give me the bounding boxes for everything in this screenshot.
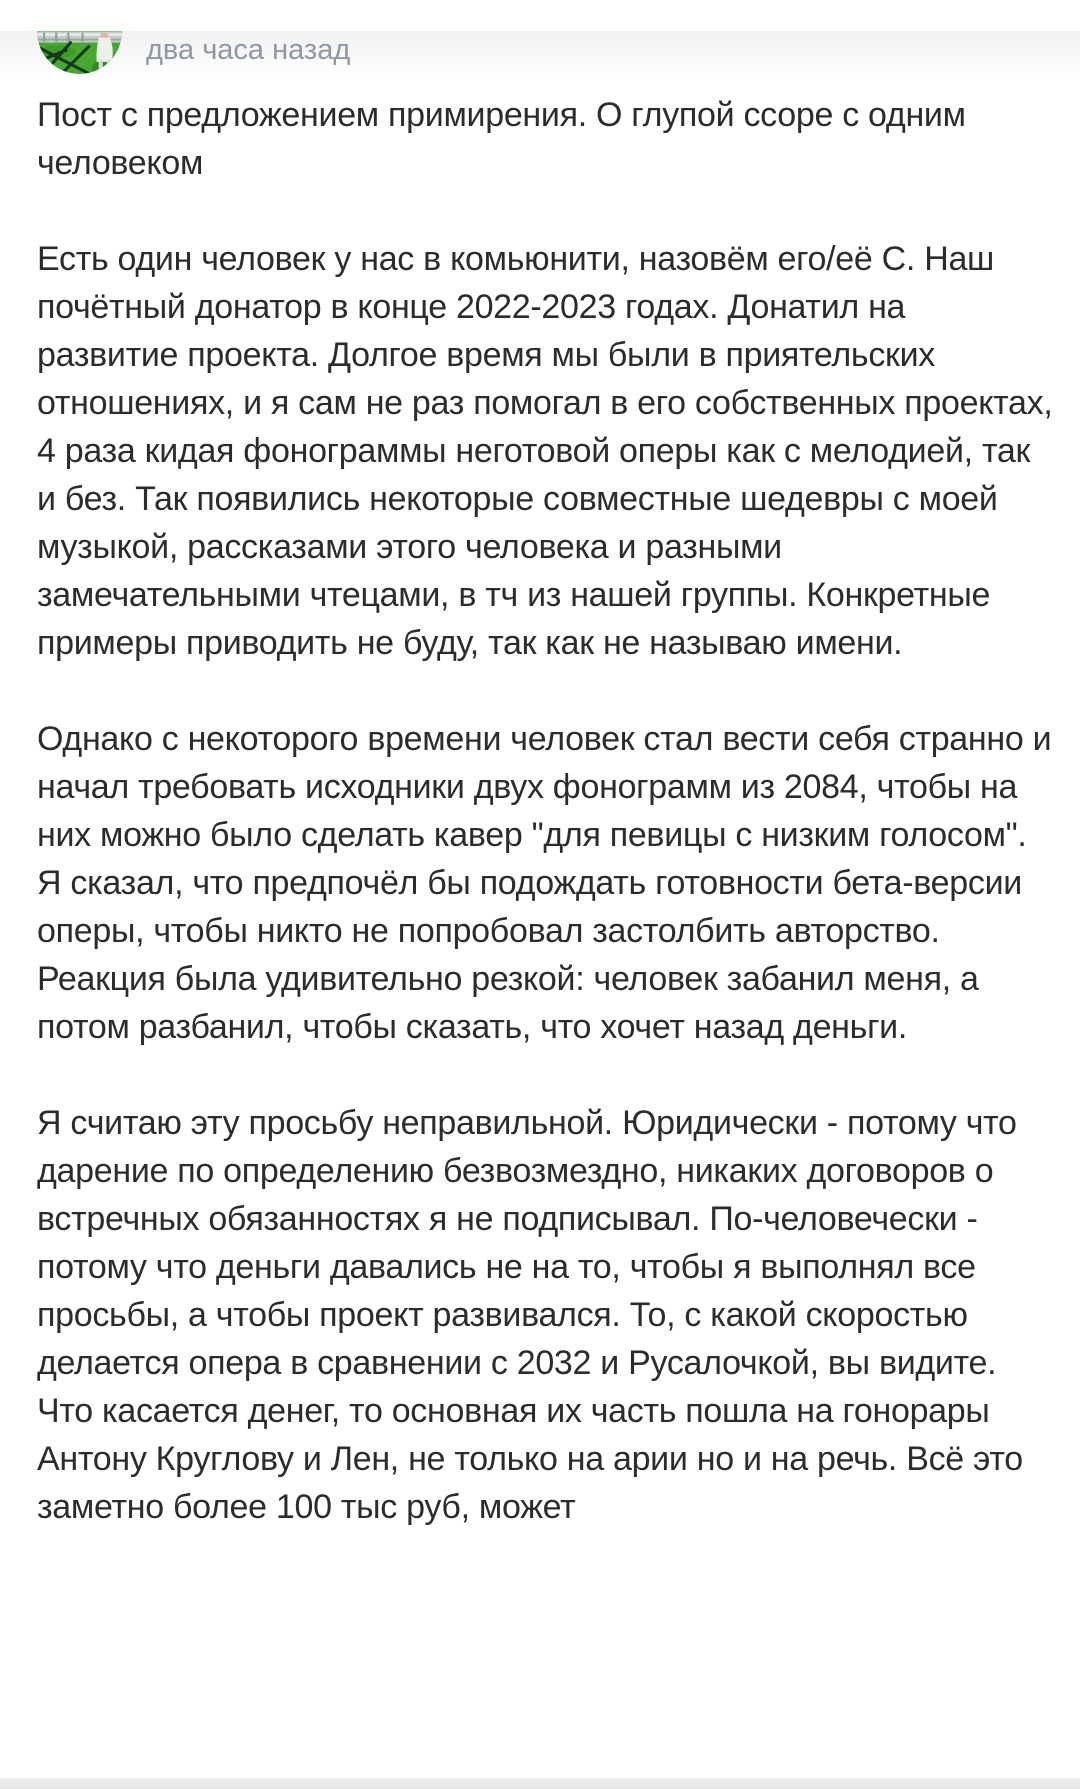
post-timestamp[interactable]: два часа назад xyxy=(146,34,351,66)
avatar-image xyxy=(37,31,122,74)
post-text xyxy=(37,91,1053,1531)
post-paragraph: Есть один человек у нас в комьюнити, назовём его/её С. Наш почётный донатор в конце 2022-2023 годах. Донатил на развитие проекта. Долгое время мы были в приятельских отношениях, и я сам не раз помогал в его собственных проектах, 4 раза кидая фонограммы неготовой оперы как с мелодией, так и без. Так появились некоторые совместные шедевры с моей музыкой, рассказами этого человека и разными замечательными чтецами, в тч из нашей группы. Конкретные примеры приводить не буду, так как не называю имени. xyxy=(37,240,1053,662)
post-paragraph: Однако с некоторого времени человек стал вести себя странно и начал требовать исходники двух фонограмм из 2084, чтобы на них можно было сделать кавер "для певицы с низким голосом". Я сказал, что предпочёл бы подождать готовности бета-версии оперы, чтобы никто не попробовал застолбить авторство. Реакция была удивительно резкой: человек забанил меня, а потом разбанил, чтобы сказать, что хочет назад деньги. xyxy=(37,720,1052,1046)
top-white-strip xyxy=(0,0,1080,31)
post-title-paragraph: Пост с предложением примирения. О глупой ссоре с одним человеком xyxy=(37,96,966,182)
post-author-avatar[interactable] xyxy=(37,31,122,75)
bottom-gray-strip xyxy=(0,1778,1080,1789)
avatar-landscape-graphic xyxy=(37,31,122,74)
post-paragraph: Я считаю эту просьбу неправильной. Юридически - потому что дарение по определению безвозмездно, никаких договоров о встречных обязанностях я не подписывал. По-человечески - потому что деньги давались не на то, чтобы я выполнял все просьбы, а чтобы проект развивался. То, с какой скоростью делается опера в сравнении с 2032 и Русалочкой, вы видите. Что касается денег, то основная их часть пошла на гонорары Антону Круглову и Лен, не только на арии но и на речь. Всё это заметно более 100 тыс руб, может xyxy=(37,1104,1023,1526)
